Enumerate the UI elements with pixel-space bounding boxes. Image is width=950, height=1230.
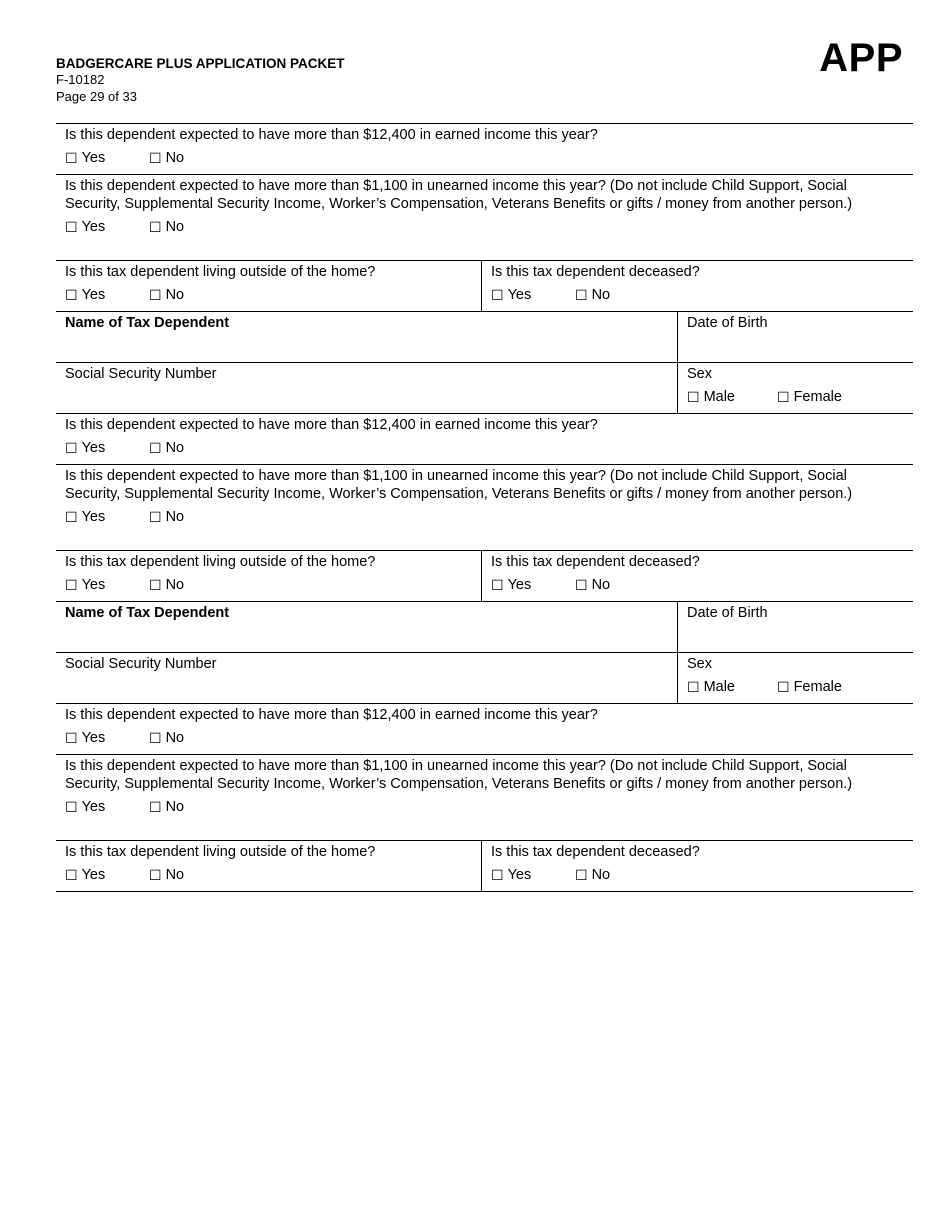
page-number: Page 29 of 33 <box>56 89 137 104</box>
deceased-yes-checkbox[interactable] <box>491 576 575 594</box>
checkbox-icon[interactable]: ☐ <box>149 287 162 303</box>
deceased-question: Is this tax dependent deceased? <box>491 554 700 570</box>
earned-income-options <box>65 439 904 457</box>
unearned-income-yes-checkbox-label: Yes <box>81 799 106 815</box>
checkbox-icon[interactable]: ☐ <box>777 679 790 695</box>
ssn-sex-row <box>56 653 913 704</box>
checkbox-icon[interactable]: ☐ <box>575 577 588 593</box>
sex-male-checkbox[interactable] <box>687 678 777 696</box>
checkbox-icon[interactable]: ☐ <box>687 679 700 695</box>
earned-income-yes-checkbox[interactable] <box>65 439 149 457</box>
checkbox-icon[interactable]: ☐ <box>575 867 588 883</box>
outside-home-yes-checkbox[interactable] <box>65 286 149 304</box>
deceased-yes-checkbox-label: Yes <box>507 867 532 883</box>
deceased-yes-checkbox[interactable] <box>491 866 575 884</box>
unearned-income-yes-checkbox-label: Yes <box>81 219 106 235</box>
checkbox-icon[interactable]: ☐ <box>149 577 162 593</box>
deceased-options <box>491 576 904 594</box>
checkbox-icon[interactable]: ☐ <box>575 287 588 303</box>
form-number: F-10182 <box>56 72 105 87</box>
checkbox-icon[interactable]: ☐ <box>65 150 78 166</box>
deceased-yes-checkbox-label: Yes <box>507 287 532 303</box>
checkbox-icon[interactable]: ☐ <box>149 150 162 166</box>
deceased-yes-checkbox-label: Yes <box>507 577 532 593</box>
outside-home-no-checkbox[interactable] <box>149 866 184 884</box>
earned-income-options <box>65 729 904 747</box>
earned-income-question: Is this dependent expected to have more than $12,400 in earned income this year? <box>65 707 598 723</box>
earned-income-section <box>56 414 913 465</box>
earned-income-options <box>65 149 904 167</box>
sex-label: Sex <box>687 656 712 672</box>
checkbox-icon[interactable]: ☐ <box>65 440 78 456</box>
unearned-income-question: Is this dependent expected to have more than $1,100 in unearned income this year? (Do not include Child Support, Social Security, Supplemental Security Income, Worker’s Compensation, Veterans Benefits or gifts / money from another person.) <box>65 178 853 212</box>
deceased-no-checkbox[interactable] <box>575 286 610 304</box>
sex-male-checkbox-label: Male <box>703 389 735 405</box>
date-of-birth-label: Date of Birth <box>687 605 768 621</box>
outside-home-options <box>65 576 472 594</box>
unearned-income-options <box>65 508 904 526</box>
date-of-birth-label: Date of Birth <box>687 315 768 331</box>
unearned-income-question: Is this dependent expected to have more than $1,100 in unearned income this year? (Do not include Child Support, Social Security, Supplemental Security Income, Worker’s Compensation, Veterans Benefits or gifts / money from another person.) <box>65 468 853 502</box>
checkbox-icon[interactable]: ☐ <box>149 730 162 746</box>
sex-male-checkbox-label: Male <box>703 679 735 695</box>
unearned-income-section <box>56 175 913 261</box>
deceased-no-checkbox[interactable] <box>575 866 610 884</box>
deceased-no-checkbox-label: No <box>591 577 611 593</box>
outside-home-yes-checkbox-label: Yes <box>81 867 106 883</box>
unearned-income-no-checkbox[interactable] <box>149 508 184 526</box>
deceased-no-checkbox-label: No <box>591 287 611 303</box>
checkbox-icon[interactable]: ☐ <box>149 219 162 235</box>
checkbox-icon[interactable]: ☐ <box>149 440 162 456</box>
sex-female-checkbox-label: Female <box>793 389 842 405</box>
checkbox-icon[interactable]: ☐ <box>149 509 162 525</box>
earned-income-section <box>56 124 913 175</box>
unearned-income-no-checkbox-label: No <box>165 219 185 235</box>
unearned-income-question: Is this dependent expected to have more than $1,100 in unearned income this year? (Do not include Child Support, Social Security, Supplemental Security Income, Worker’s Compensation, Veterans Benefits or gifts / money from another person.) <box>65 758 853 792</box>
outside-home-options <box>65 286 472 304</box>
deceased-question: Is this tax dependent deceased? <box>491 264 700 280</box>
outside-home-yes-checkbox[interactable] <box>65 866 149 884</box>
unearned-income-yes-checkbox-label: Yes <box>81 509 106 525</box>
outside-home-no-checkbox-label: No <box>165 577 185 593</box>
earned-income-yes-checkbox[interactable] <box>65 149 149 167</box>
deceased-options <box>491 866 904 884</box>
outside-home-yes-checkbox-label: Yes <box>81 577 106 593</box>
outside-home-question: Is this tax dependent living outside of the home? <box>65 844 376 860</box>
checkbox-icon[interactable]: ☐ <box>491 867 504 883</box>
earned-income-yes-checkbox-label: Yes <box>81 150 106 166</box>
unearned-income-yes-checkbox[interactable] <box>65 798 149 816</box>
unearned-income-section <box>56 755 913 841</box>
sex-female-checkbox[interactable] <box>777 678 842 696</box>
app-badge: APP <box>819 36 903 80</box>
unearned-income-options <box>65 218 904 236</box>
sex-label: Sex <box>687 366 712 382</box>
outside-home-no-checkbox[interactable] <box>149 286 184 304</box>
checkbox-icon[interactable]: ☐ <box>149 799 162 815</box>
deceased-question: Is this tax dependent deceased? <box>491 844 700 860</box>
checkbox-icon[interactable]: ☐ <box>65 287 78 303</box>
earned-income-question: Is this dependent expected to have more than $12,400 in earned income this year? <box>65 127 598 143</box>
residence-status-section <box>56 261 913 312</box>
unearned-income-yes-checkbox[interactable] <box>65 218 149 236</box>
checkbox-icon[interactable]: ☐ <box>149 867 162 883</box>
residence-status-section <box>56 841 913 892</box>
checkbox-icon[interactable]: ☐ <box>491 287 504 303</box>
outside-home-yes-checkbox-label: Yes <box>81 287 106 303</box>
unearned-income-no-checkbox[interactable] <box>149 218 184 236</box>
earned-income-no-checkbox-label: No <box>165 730 185 746</box>
dependent-name-row <box>56 602 913 653</box>
tax-dependents-form <box>56 123 913 892</box>
earned-income-no-checkbox-label: No <box>165 440 185 456</box>
checkbox-icon[interactable]: ☐ <box>491 577 504 593</box>
dependent-name-label: Name of Tax Dependent <box>65 605 230 621</box>
checkbox-icon[interactable]: ☐ <box>65 577 78 593</box>
unearned-income-options <box>65 798 904 816</box>
dependent-name-label: Name of Tax Dependent <box>65 315 230 331</box>
outside-home-options <box>65 866 472 884</box>
unearned-income-yes-checkbox[interactable] <box>65 508 149 526</box>
sex-options <box>687 678 904 696</box>
outside-home-yes-checkbox[interactable] <box>65 576 149 594</box>
earned-income-yes-checkbox[interactable] <box>65 729 149 747</box>
unearned-income-section <box>56 465 913 551</box>
outside-home-question: Is this tax dependent living outside of the home? <box>65 264 376 280</box>
dependent-name-row <box>56 312 913 363</box>
dependent-name-field[interactable] <box>56 312 678 362</box>
ssn-label: Social Security Number <box>65 366 217 382</box>
earned-income-question: Is this dependent expected to have more than $12,400 in earned income this year? <box>65 417 598 433</box>
residence-status-section <box>56 551 913 602</box>
ssn-label: Social Security Number <box>65 656 217 672</box>
outside-home-question: Is this tax dependent living outside of the home? <box>65 554 376 570</box>
earned-income-no-checkbox[interactable] <box>149 439 184 457</box>
outside-home-no-checkbox-label: No <box>165 287 185 303</box>
checkbox-icon[interactable]: ☐ <box>65 219 78 235</box>
sex-male-checkbox[interactable] <box>687 388 777 406</box>
form-title: BADGERCARE PLUS APPLICATION PACKET <box>56 56 345 71</box>
ssn-field[interactable] <box>56 653 678 703</box>
unearned-income-no-checkbox-label: No <box>165 799 185 815</box>
date-of-birth-field[interactable] <box>678 602 913 652</box>
earned-income-no-checkbox[interactable] <box>149 729 184 747</box>
deceased-no-checkbox[interactable] <box>575 576 610 594</box>
earned-income-section <box>56 704 913 755</box>
outside-home-no-checkbox-label: No <box>165 867 185 883</box>
earned-income-yes-checkbox-label: Yes <box>81 730 106 746</box>
deceased-no-checkbox-label: No <box>591 867 611 883</box>
dependent-name-field[interactable] <box>56 602 678 652</box>
unearned-income-no-checkbox[interactable] <box>149 798 184 816</box>
checkbox-icon[interactable]: ☐ <box>65 509 78 525</box>
date-of-birth-field[interactable] <box>678 312 913 362</box>
checkbox-icon[interactable]: ☐ <box>65 730 78 746</box>
unearned-income-no-checkbox-label: No <box>165 509 185 525</box>
checkbox-icon[interactable]: ☐ <box>65 867 78 883</box>
checkbox-icon[interactable]: ☐ <box>687 389 700 405</box>
ssn-sex-row <box>56 363 913 414</box>
checkbox-icon[interactable]: ☐ <box>777 389 790 405</box>
deceased-yes-checkbox[interactable] <box>491 286 575 304</box>
earned-income-no-checkbox-label: No <box>165 150 185 166</box>
ssn-field[interactable] <box>56 363 678 413</box>
checkbox-icon[interactable]: ☐ <box>65 799 78 815</box>
sex-options <box>687 388 904 406</box>
sex-female-checkbox[interactable] <box>777 388 842 406</box>
deceased-options <box>491 286 904 304</box>
earned-income-no-checkbox[interactable] <box>149 149 184 167</box>
earned-income-yes-checkbox-label: Yes <box>81 440 106 456</box>
outside-home-no-checkbox[interactable] <box>149 576 184 594</box>
sex-female-checkbox-label: Female <box>793 679 842 695</box>
